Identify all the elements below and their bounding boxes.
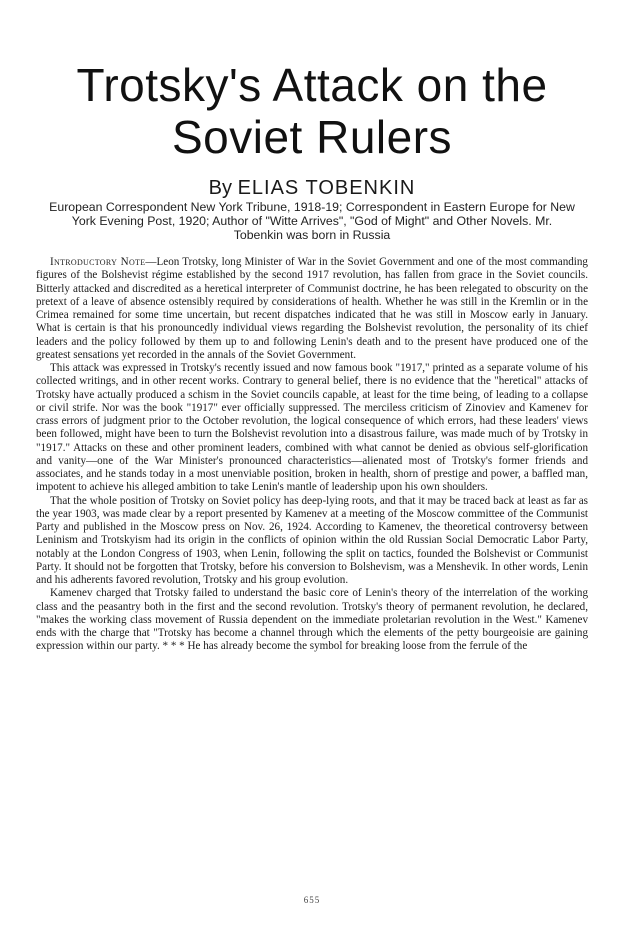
note-label: Introductory Note [50, 256, 146, 268]
introductory-note [36, 256, 588, 362]
body-paragraph: This attack was expressed in Trotsky's recently issued and now famous book "1917," printed as a separate volume of his collected writings, and in other recent works. Contrary to general belief, there is no evidence that the "heretical" attacks of Trotsky have actually produced a schism in the Soviet councils capable, at least for the time being, of leading to a collapse or civil strife. Nor was the book "1917" ever officially suppressed. The merciless criticism of Zinoviev and Kamenev for crass errors of judgment prior to the October revolution, the logical consequence of which errors, had these leaders' views been followed, might have been to turn the Bolshevist revolution into a disastrous failure, was made much of by Trotsky in "1917." Attacks on these and other prominent leaders, combined with what cannot be denied as obvious self-glorification and vanity—one of the War Minister's pronounced characteristics—alienated most of Trotsky's former friends and associates, and he stands today in a most unenviable position, broken in health, shorn of prestige and power, a baffled man, impotent to achieve his alleged ambition to take Lenin's mantle of leadership upon his own shoulders. [36, 362, 588, 494]
article-body [36, 256, 588, 654]
body-paragraph: That the whole position of Trotsky on Soviet policy has deep-lying roots, and that it may be traced back at least as far as the year 1903, was made clear by a report presented by Kamenev at a meeting of the Moscow committee of the Communist Party and published in the Moscow press on Nov. 26, 1924. According to Kamenev, the theoretical controversy between Leninism and Trotskyism had its origin in the conflicts of opinion within the old Russian Social Democratic Labor Party, notably at the London Congress of 1903, when Lenin, following the split on tactics, founded the Bolshevist or Communist Party. It should not be forgotten that Trotsky, before his conversion to Bolshevism, was a Menshevik. In other words, Lenin and his adherents favored revolution, Trotsky and his group evolution. [36, 494, 588, 586]
note-text: —Leon Trotsky, long Minister of War in the Soviet Government and one of the most commanding figures of the Bolshevist régime established by the second 1917 revolution, has fallen from grace in the Soviet councils. Bitterly attacked and discredited as a heretical interpreter of Communist doctrine, he has been relegated to obscurity on the pretext of a leave of absence ostensibly required by considerations of health. Whether he was still in the Kremlin or in the Crimea remained for some time uncertain, but recent dispatches indicated that he was still in Moscow early in January. What is certain is that his pronouncedly individual views regarding the Bolshevist revolution, the personality of its chief leaders and the policy followed by them up to and following Lenin's death and to the present have produced one of the greatest sensations yet recorded in the annals of the Soviet Government. [36, 256, 588, 361]
article-title-line-2: Soviet Rulers [171, 111, 453, 163]
byline [0, 176, 624, 200]
page-number: 655 [303, 895, 321, 905]
author-bio: European Correspondent New York Tribune, 1918-19; Correspondent in Eastern Europe for New York Evening Post, 1920; Author of "Witte Arrives", "God of Might" and Other Novels. Mr. Tobenkin was born in Russia [49, 200, 575, 242]
author-name: ELIAS TOBENKIN [237, 177, 416, 199]
body-paragraph: Kamenev charged that Trotsky failed to understand the basic core of Lenin's theory of the interrelation of the working class and the peasantry both in the first and the second revolution. Trotsky's theory of permanent revolution, he declared, "makes the working class movement of Russia dependent on the immediate proletarian revolution in the West." Kamenev ends with the charge that "Trotsky has become a channel through which the elements of the petty bourgeoisie are gaining expression within our party. * * * He has already become the symbol for breaking loose from the ferrule of the [36, 587, 588, 653]
article-title-line-1: Trotsky's Attack on the [76, 59, 548, 111]
byline-prefix: By [208, 177, 238, 199]
